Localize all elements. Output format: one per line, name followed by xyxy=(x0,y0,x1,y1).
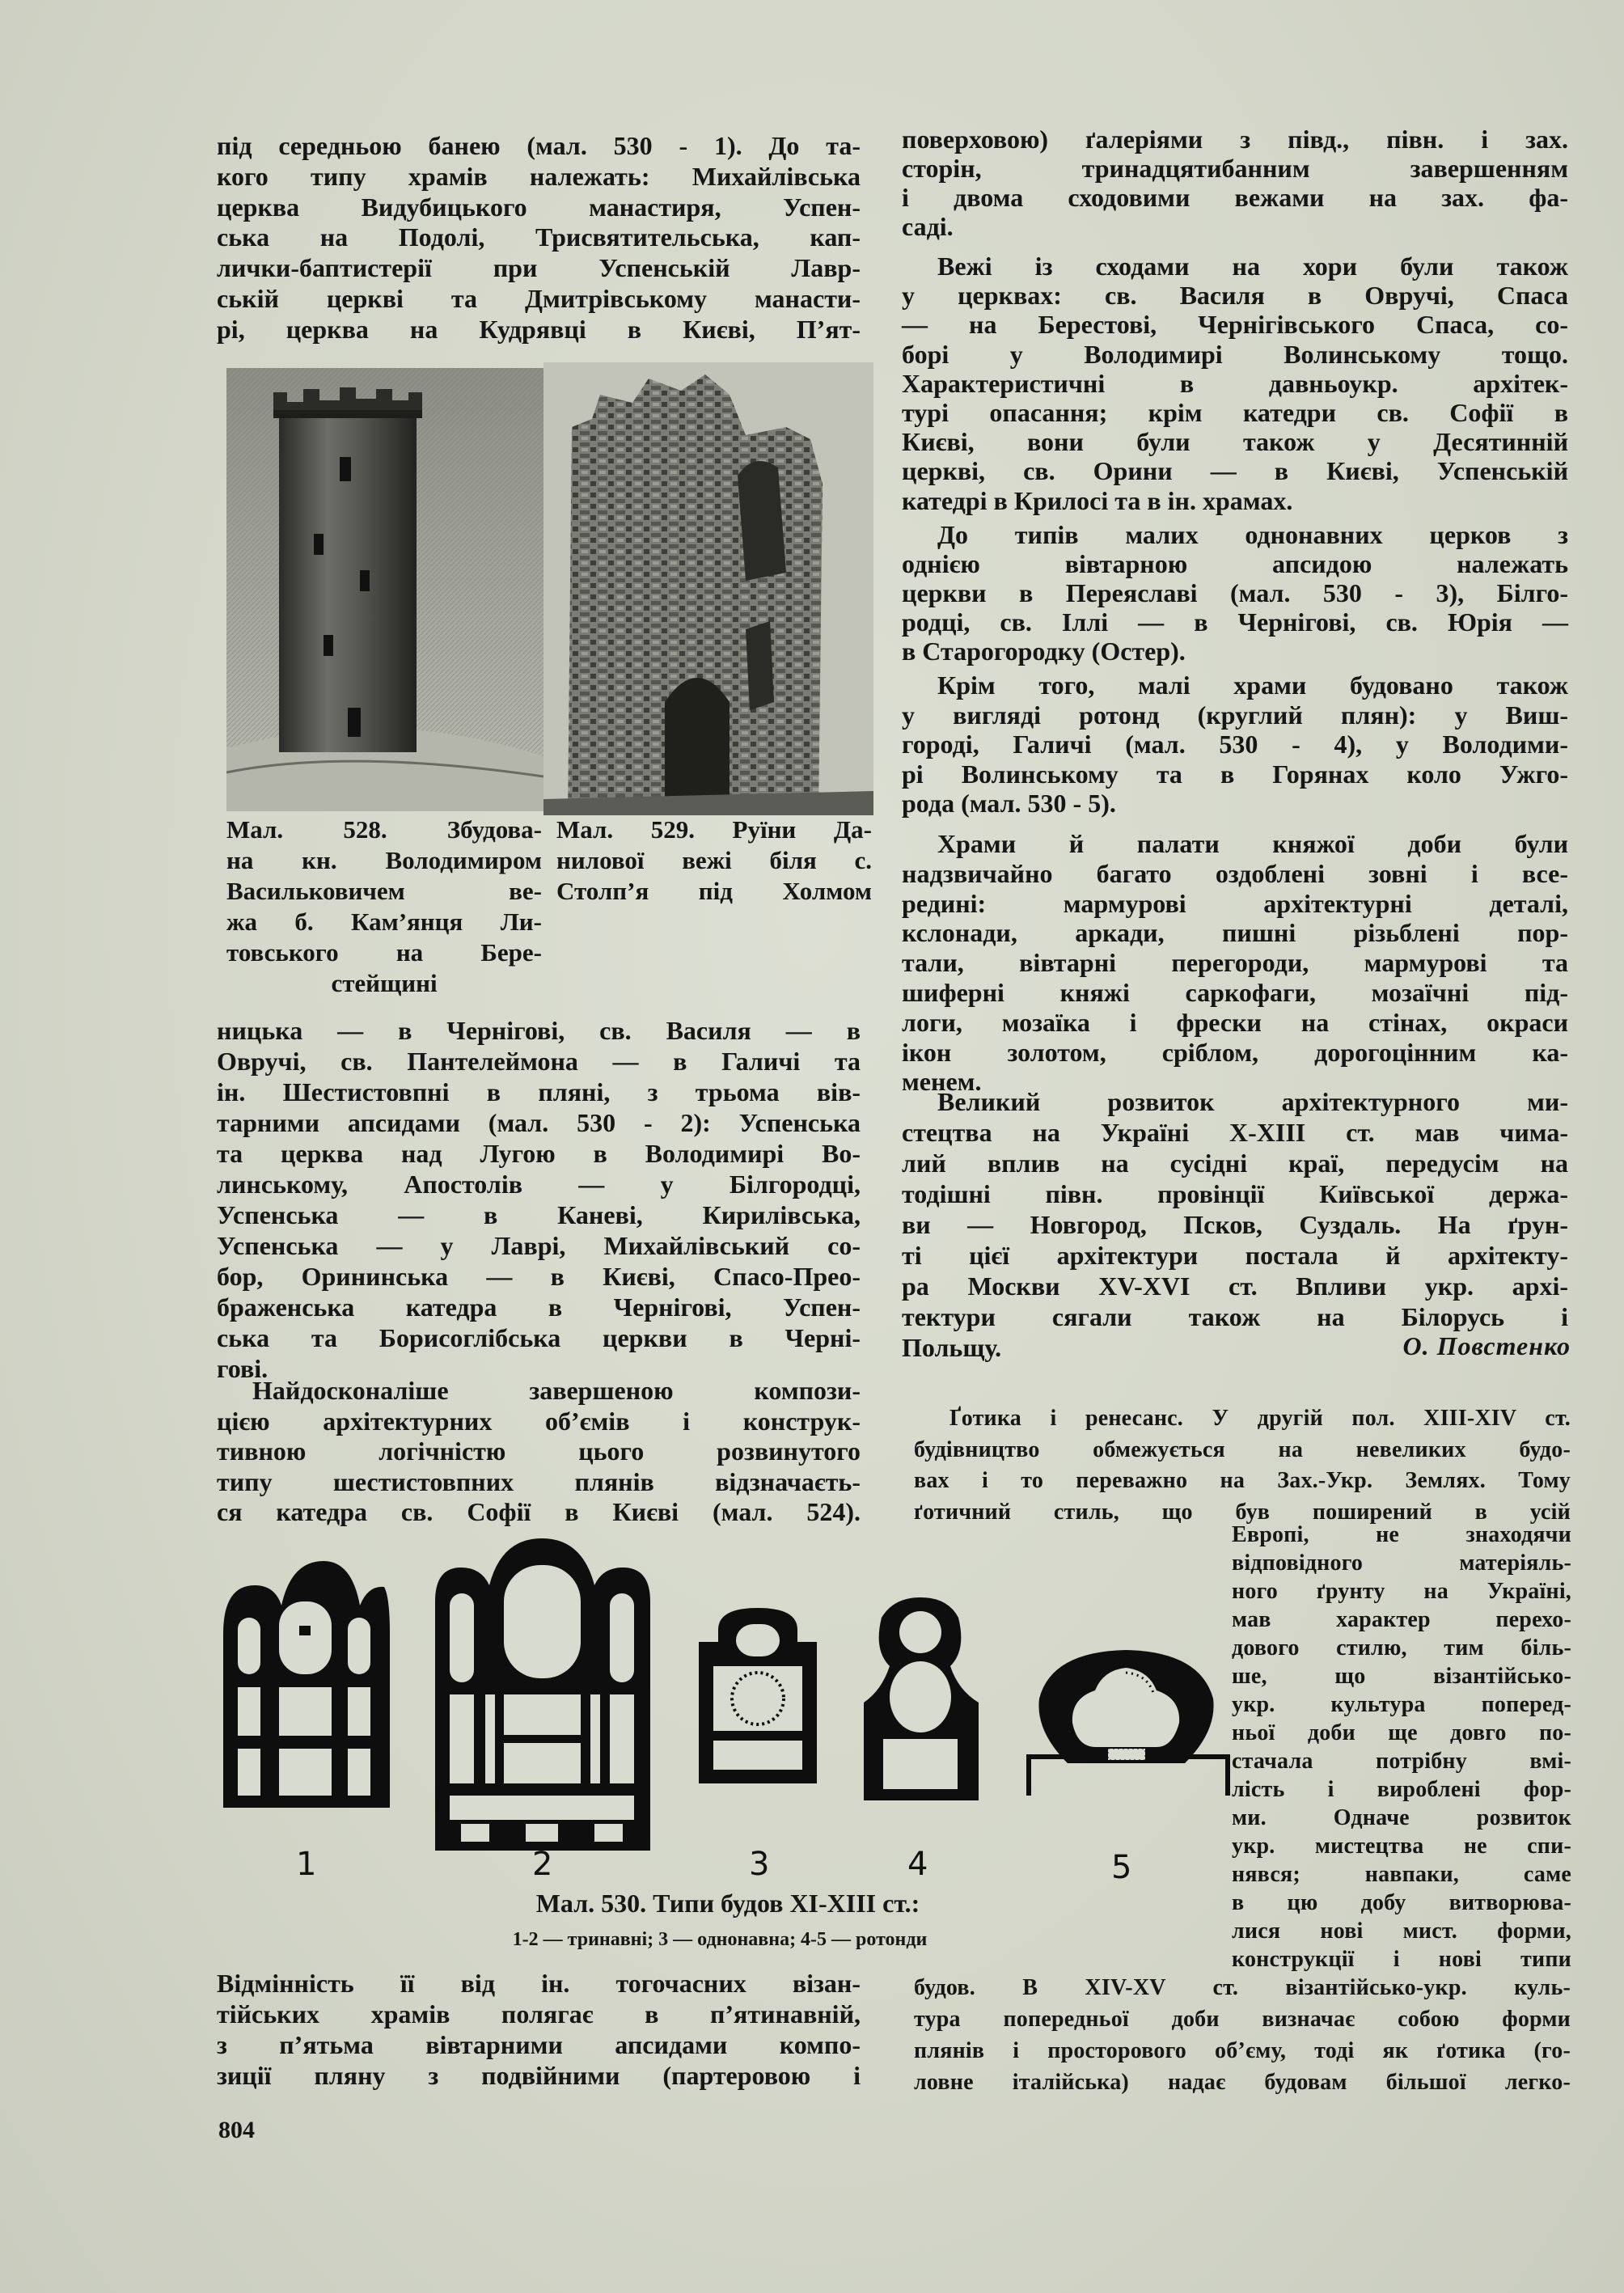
text-line: у церквах: св. Василя в Овручі, Спаса xyxy=(902,281,1568,311)
text-line: сторін, тринадцятибанним завершенням xyxy=(902,154,1568,183)
text-line: ньої доби ще довго по- xyxy=(1232,1720,1571,1745)
plan-label-1: 1 xyxy=(296,1846,317,1883)
text-line: мав характер перехо- xyxy=(1232,1607,1571,1632)
text-line: городі, Галичі (мал. 530 - 4), у Володими- xyxy=(902,730,1568,759)
text-line: Характеристичні в давньоукр. архітек- xyxy=(902,368,1568,398)
floor-plans-figure xyxy=(210,1529,1237,1885)
text-line: вах і то переважно на Зах.-Укр. Землях. Тому xyxy=(914,1468,1571,1493)
left-paragraph-2 xyxy=(217,1015,861,1384)
text-line: родці, св. Іллі — в Чернігові, св. Юрія — xyxy=(902,607,1568,637)
text-line: рода (мал. 530 - 5). xyxy=(902,789,1116,818)
text-line: ви — Новгород, Псков, Суздаль. На ґрун- xyxy=(902,1210,1568,1239)
gothic-section-narrow xyxy=(1232,1521,1571,1974)
text-line: Найдосконаліше завершеною компози- xyxy=(252,1376,861,1405)
text-line: кслонади, аркади, пишні різьблені пор- xyxy=(902,918,1568,948)
text-line: у вигляді ротонд (круглий плян): у Виш- xyxy=(902,700,1568,730)
text-line: — на Берестові, Чернігівського Спаса, со- xyxy=(902,310,1568,340)
text-line: лість і вироблені фор- xyxy=(1232,1777,1571,1802)
text-line: кого типу храмів належать: Михайлівська xyxy=(217,161,861,191)
text-line: Польщу. xyxy=(902,1333,1002,1362)
photo-tower-ruins-stolpie xyxy=(543,362,873,815)
text-line: ін. Шестистовпні в пляні, з трьома вів- xyxy=(217,1077,861,1106)
text-line: катедрі в Крилосі та в ін. храмах. xyxy=(902,485,1293,515)
plan-4-rotunda xyxy=(864,1597,979,1800)
text-line: Мал. 528. Збудова- xyxy=(226,815,542,844)
text-line: ській церкві та Дмитрівському манасти- xyxy=(217,283,861,313)
text-line: Ґотика і ренесанс. У другій пол. XIII-XIV ст. xyxy=(949,1406,1571,1431)
text-line: укр. культура поперед- xyxy=(1232,1692,1571,1717)
right-paragraph-2 xyxy=(902,252,1568,515)
text-line: на кн. Володимиром xyxy=(226,846,542,874)
text-line: турі опасання; крім катедри св. Софії в xyxy=(902,398,1568,428)
text-line: церкви в Переяславі (мал. 530 - 3), Білго- xyxy=(902,578,1568,607)
text-line: тектури сягали також на Білорусь і xyxy=(902,1302,1568,1331)
text-line: стейщині xyxy=(331,969,438,997)
plan-label-5: 5 xyxy=(1111,1849,1132,1885)
text-line: та церква над Лугою в Володимирі Во- xyxy=(217,1139,861,1168)
text-line: линському, Апостолів — у Білгородці, xyxy=(217,1170,861,1199)
text-line: редині: мармурові архітектурні деталі, xyxy=(902,888,1568,918)
text-line: церква Видубицького манастиря, Успен- xyxy=(217,192,861,222)
left-paragraph-4 xyxy=(217,1968,861,2091)
text-line: Европі, не знаходячи xyxy=(1232,1522,1571,1547)
text-line: відповідного матеріяль- xyxy=(1232,1551,1571,1576)
text-line: поверховою) ґалеріями з півд., півн. і зах. xyxy=(902,125,1568,154)
text-line: з п’ятьма вівтарними апсидами компо- xyxy=(217,2030,861,2059)
text-line: шиферні княжі саркофаги, мозаїчні під- xyxy=(902,977,1568,1007)
gothic-section-intro xyxy=(914,1403,1571,1528)
text-line: Васильковичем ве- xyxy=(226,877,542,905)
text-line: в Старогородку (Остер). xyxy=(902,637,1186,666)
text-line: жа б. Кам’янця Ли- xyxy=(226,907,542,936)
text-line: Вежі із сходами на хори були також xyxy=(937,252,1568,281)
text-line: браженська катедра в Чернігові, Успен- xyxy=(217,1292,861,1322)
ruins-illustration xyxy=(543,362,873,815)
text-line: ська на Подолі, Трисвятительська, кап- xyxy=(217,222,861,252)
text-line: тали, вівтарні перегороди, мармурові та xyxy=(902,948,1568,978)
photo-tower-kamianets xyxy=(226,368,543,811)
plan-label-3: 3 xyxy=(749,1846,770,1883)
text-line: борі у Володимирі Волинському тощо. xyxy=(902,339,1568,369)
text-line: цією архітектурних об’ємів і конструк- xyxy=(217,1406,861,1436)
text-line: Столп’я під Холмом xyxy=(556,877,872,905)
text-line: Відмінність її від ін. тогочасних візан- xyxy=(217,1969,861,1998)
text-line: ті цієї архітектури постала й архітекту- xyxy=(902,1241,1568,1270)
gothic-section-continued xyxy=(914,1972,1571,2098)
text-line: саді. xyxy=(902,212,954,241)
text-line: стецтва на Україні X-XIII ст. мав чима- xyxy=(902,1118,1568,1147)
text-line: нилової вежі біля с. xyxy=(556,846,872,874)
text-line: Успенська — в Каневі, Кирилівська, xyxy=(217,1200,861,1229)
left-paragraph-3 xyxy=(217,1376,861,1528)
plan-5-rotunda xyxy=(1029,1650,1228,1796)
text-line: ловне італійська) надає будовам більшої легко- xyxy=(914,2070,1571,2095)
author-signature: О. Повстенко xyxy=(1402,1331,1571,1360)
text-line: ся катедра св. Софії в Києві (мал. 524). xyxy=(217,1497,861,1527)
text-line: рі Волинському та в Горянах коло Ужго- xyxy=(902,759,1568,789)
text-line: ська та Борисоглібська церкви в Черні- xyxy=(217,1323,861,1352)
text-line: До типів малих однонавних церков з xyxy=(937,520,1568,549)
text-line: тодішні півн. провінції Київської держа- xyxy=(902,1179,1568,1208)
text-line: укр. мистецтва не спи- xyxy=(1232,1834,1571,1859)
text-line: нявся; навпаки, саме xyxy=(1232,1862,1571,1887)
text-line: під середньою банею (мал. 530 - 1). До та- xyxy=(217,131,861,160)
text-line: товського на Бере- xyxy=(226,938,542,967)
text-line: логи, мозаїка і фрески на стінах, окраси xyxy=(902,1007,1568,1037)
text-line: гові. xyxy=(217,1354,269,1383)
text-line: і двома сходовими вежами на зах. фа- xyxy=(902,183,1568,212)
text-line: тійських храмів полягає в п’ятинавній, xyxy=(217,1999,861,2029)
text-line: будов. В XIV-XV ст. візантійсько-укр. куль- xyxy=(914,1975,1571,2000)
text-line: будівництво обмежується на невеликих будо- xyxy=(914,1436,1571,1462)
text-line: рі, церква на Кудрявці в Києві, П’ят- xyxy=(217,314,861,344)
plan-1-three-nave xyxy=(223,1561,390,1808)
text-line: ікон золотом, сріблом, дорогоцінним ка- xyxy=(902,1037,1568,1067)
left-paragraph-1 xyxy=(217,131,861,345)
text-line: плянів і просторового об’єму, тоді як ґотика (го- xyxy=(914,2038,1571,2063)
text-line: Успенська — у Лаврі, Михайлівський со- xyxy=(217,1231,861,1260)
text-line: однією вівтарною апсидою належать xyxy=(902,549,1568,578)
right-paragraph-4 xyxy=(902,671,1568,819)
text-line: ми. Одначе розвиток xyxy=(1232,1805,1571,1830)
text-line: дового стилю, тим біль- xyxy=(1232,1635,1571,1661)
plan-2-sophia xyxy=(435,1538,650,1851)
text-line: Києві, вони були також у Десятинній xyxy=(902,427,1568,457)
text-line: Храми й палати княжої доби були xyxy=(937,829,1568,858)
text-line: бор, Орининська — в Києві, Спасо-Прео- xyxy=(217,1262,861,1291)
text-line: ра Москви XV-XVI ст. Впливи укр. архі- xyxy=(902,1271,1568,1301)
text-line: менем. xyxy=(902,1067,982,1097)
text-line: конструкції і нові типи xyxy=(1232,1947,1571,1972)
text-line: типу шестистовпних плянів відзначаєть- xyxy=(217,1466,861,1496)
right-paragraph-1 xyxy=(902,125,1568,241)
tower-illustration xyxy=(226,368,543,811)
text-line: тура попередньої доби визначає собою форми xyxy=(914,2007,1571,2032)
text-line: Великий розвиток архітектурного ми- xyxy=(937,1087,1568,1116)
text-line: ше, що візантійсько- xyxy=(1232,1664,1571,1689)
right-paragraph-3 xyxy=(902,520,1568,666)
caption-fig-529 xyxy=(556,814,872,907)
text-line: лички-баптистерії при Успенській Лавр- xyxy=(217,253,861,283)
text-line: надзвичайно багато оздоблені зовні і все- xyxy=(902,858,1568,888)
text-line: в цю добу витворюва- xyxy=(1232,1890,1571,1915)
text-line: лий вплив на сусідні краї, передусім на xyxy=(902,1149,1568,1178)
right-paragraph-5 xyxy=(902,829,1568,1097)
text-line: ного ґрунту на Україні, xyxy=(1232,1579,1571,1604)
text-line: зиції пляну з подвійними (партеровою і xyxy=(217,2061,861,2090)
text-line: стачала потрібну вмі- xyxy=(1232,1749,1571,1774)
plan-label-4: 4 xyxy=(907,1846,928,1883)
text-line: Крім того, малі храми будовано також xyxy=(937,671,1568,700)
page-number: 804 xyxy=(218,2117,255,2143)
text-line: ґотичний стиль, що був поширений в усій xyxy=(914,1499,1571,1525)
text-line: Овручі, св. Пантелеймона — в Галичі та xyxy=(217,1047,861,1076)
text-line: тивною логічністю цього розвинутого xyxy=(217,1436,861,1466)
caption-fig-528 xyxy=(226,814,542,999)
text-line: ницька — в Чернігові, св. Василя — в xyxy=(217,1016,861,1045)
text-line: тарними апсидами (мал. 530 - 2): Успенська xyxy=(217,1108,861,1137)
caption-fig-530-subtitle: 1-2 — тринавні; 3 — однонавна; 4-5 — ротонди xyxy=(512,1929,928,1950)
plan-3-single-nave xyxy=(699,1608,817,1783)
text-line: лися нові мист. форми, xyxy=(1232,1919,1571,1944)
right-paragraph-6 xyxy=(902,1086,1568,1363)
text-line: церкві, св. Орини — в Києві, Успенській xyxy=(902,456,1568,486)
plan-label-2: 2 xyxy=(532,1846,553,1883)
caption-fig-530-title: Мал. 530. Типи будов XI-XIII ст.: xyxy=(535,1889,920,1918)
text-line: Мал. 529. Руїни Да- xyxy=(556,815,872,844)
